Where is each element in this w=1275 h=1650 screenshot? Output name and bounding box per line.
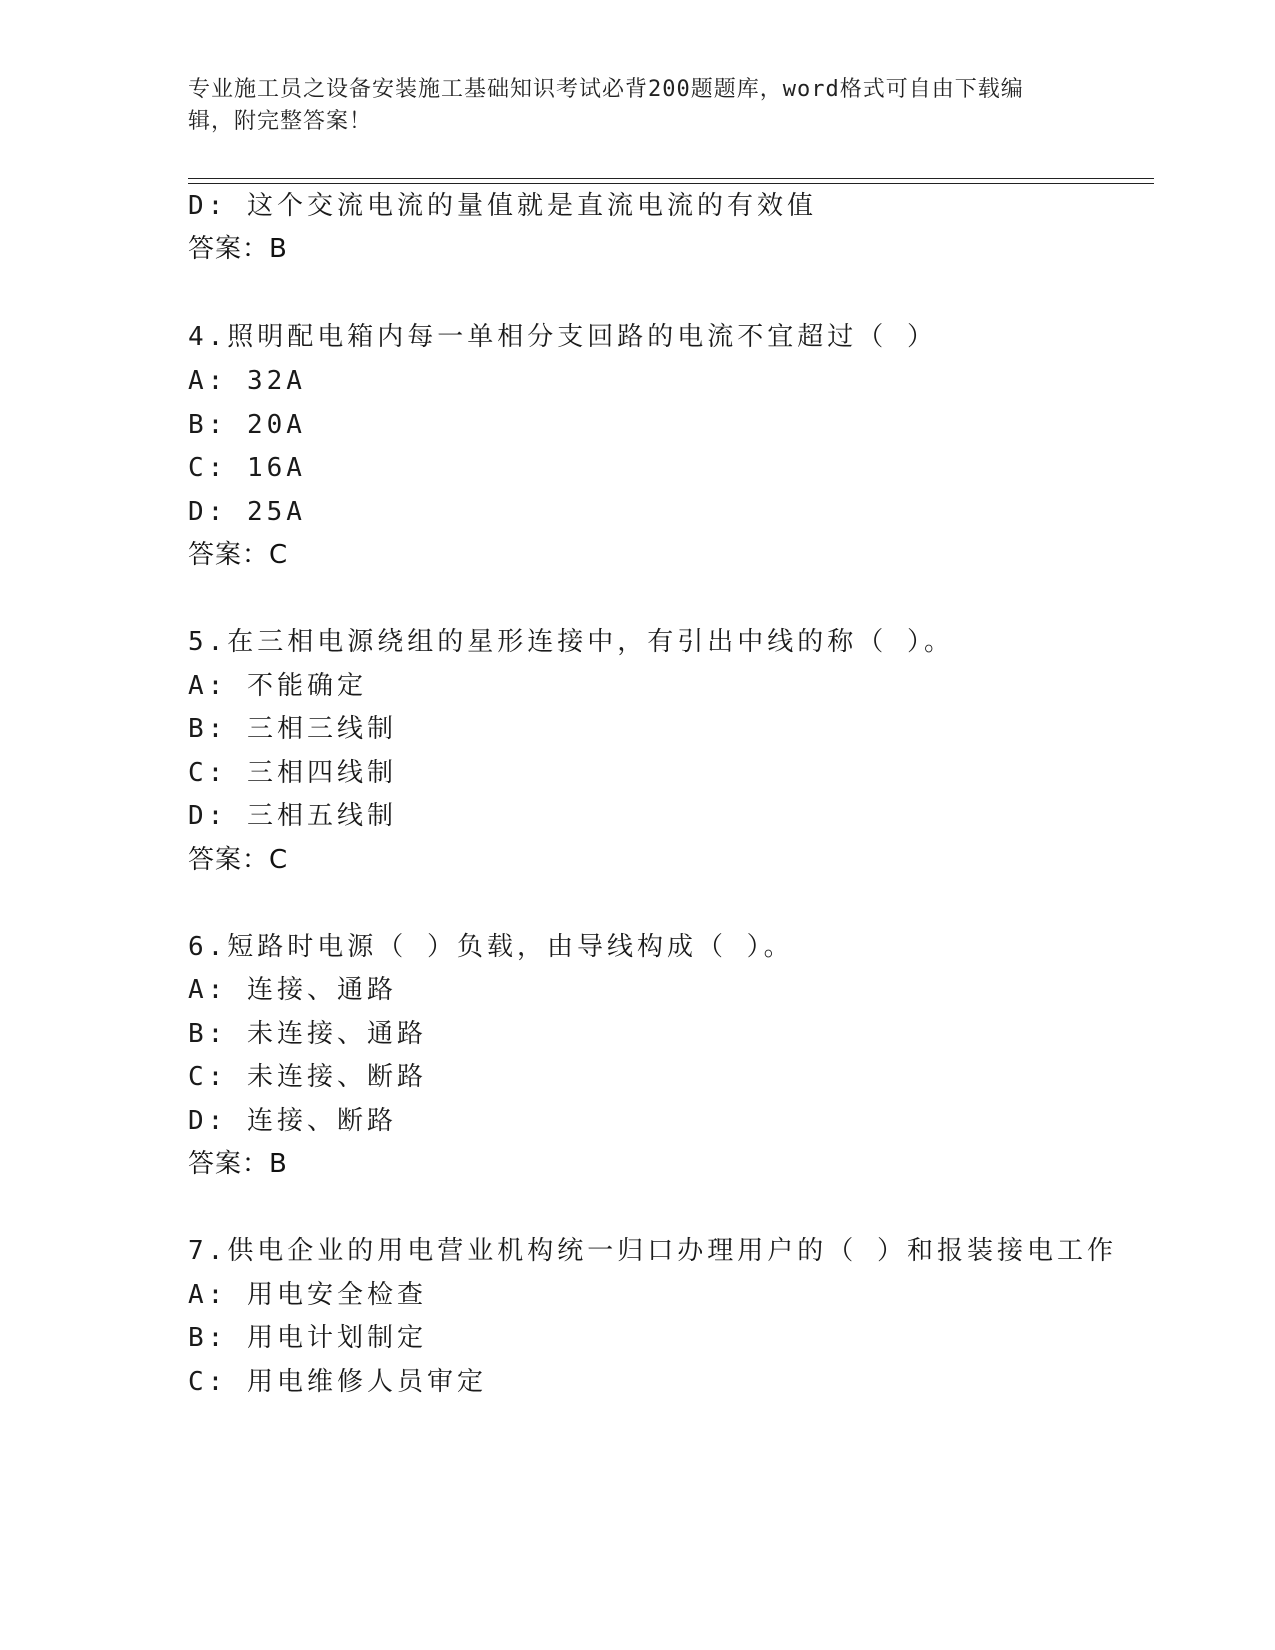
question-5-answer: 答案：C [188, 845, 289, 875]
question-6-option-b: B: 未连接、通路 [188, 1019, 427, 1049]
question-6-answer: 答案：B [188, 1149, 288, 1179]
question-5-option-b: B: 三相三线制 [188, 714, 397, 744]
question-6-option-c: C: 未连接、断路 [188, 1062, 427, 1092]
question-4-answer: 答案：C [188, 540, 289, 570]
prev-answer: 答案：B [188, 234, 288, 264]
question-6-stem: 6.短路时电源（ ）负载，由导线构成（ ）。 [188, 932, 794, 962]
question-7-option-a: A: 用电安全检查 [188, 1280, 427, 1310]
question-6-option-d: D: 连接、断路 [188, 1106, 397, 1136]
question-4-option-a: A: 32A [188, 366, 306, 396]
question-4-option-d: D: 25A [188, 497, 306, 527]
question-5-option-d: D: 三相五线制 [188, 801, 397, 831]
question-5-option-a: A: 不能确定 [188, 671, 367, 701]
question-7-option-c: C: 用电维修人员审定 [188, 1367, 487, 1397]
question-4-option-c: C: 16A [188, 453, 306, 483]
question-7-option-b: B: 用电计划制定 [188, 1323, 427, 1353]
document-header: 专业施工员之设备安装施工基础知识考试必背200题题库，word格式可自由下载编辑，附完整答案！ [188, 77, 1024, 134]
question-7-stem: 7.供电企业的用电营业机构统一归口办理用户的（ ）和报装接电工作 [188, 1236, 1117, 1266]
question-5-stem: 5.在三相电源绕组的星形连接中，有引出中线的称（ ）。 [188, 627, 954, 657]
question-5-option-c: C: 三相四线制 [188, 758, 397, 788]
question-4-option-b: B: 20A [188, 410, 306, 440]
prev-option-d: D: 这个交流电流的量值就是直流电流的有效值 [188, 191, 817, 221]
header-divider-thick [188, 178, 1154, 179]
question-4-stem: 4.照明配电箱内每一单相分支回路的电流不宜超过（ ） [188, 322, 937, 352]
question-6-option-a: A: 连接、通路 [188, 975, 397, 1005]
header-divider-thin [188, 183, 1154, 184]
